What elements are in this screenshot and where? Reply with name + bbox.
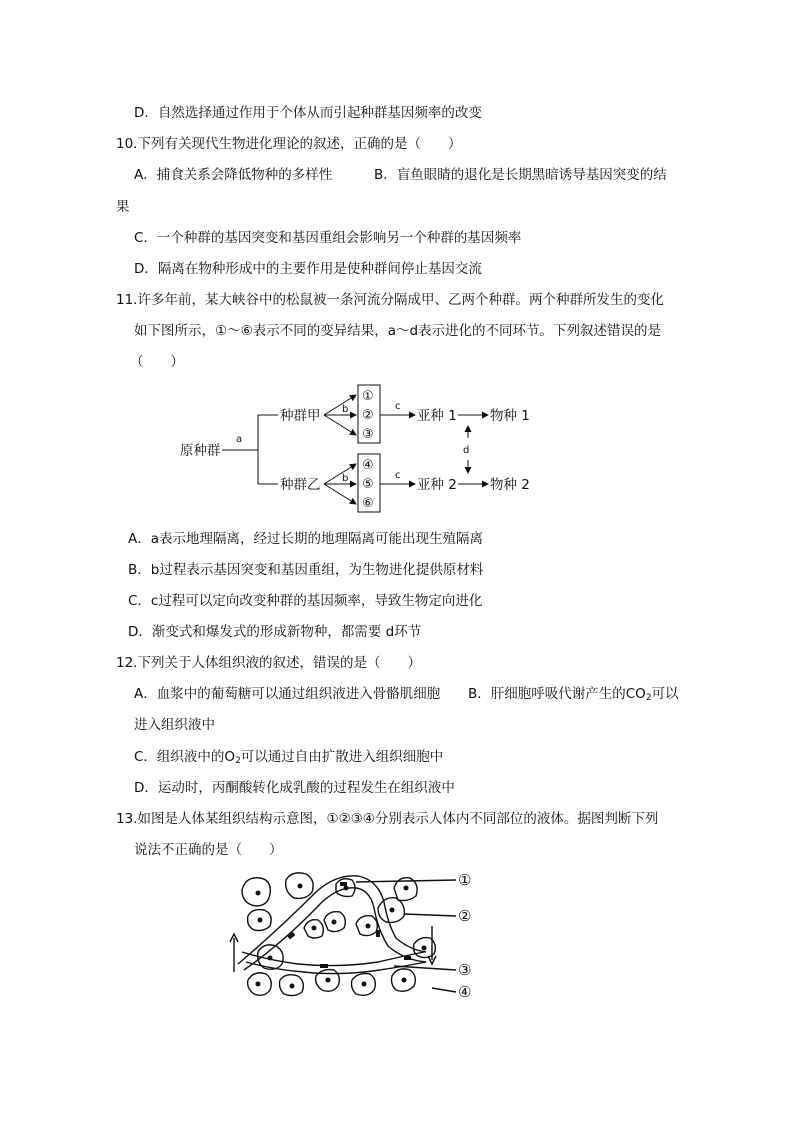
tissue-label-1: ①	[458, 871, 472, 889]
subspecies-1-label: 亚种 1	[417, 408, 457, 424]
q12-option-b: B．肝细胞呼吸代谢产生的$CO_2$可以	[468, 686, 679, 703]
subspecies-2-label: 亚种 2	[417, 477, 457, 493]
q13-stem-line2: 说法不正确的是（ ）	[134, 842, 283, 858]
q11-option-c: C．c过程可以定向改变种群的基因频率，导致生物定向进化	[128, 593, 483, 609]
variation-2: ②	[362, 408, 374, 423]
variation-3: ③	[362, 427, 374, 442]
species-2-label: 物种 2	[490, 477, 530, 493]
tissue-label-3: ③	[458, 961, 472, 979]
q11-stem-line3: （ ）	[130, 354, 184, 370]
variation-5: ⑤	[362, 477, 374, 492]
q13-stem-line1: 13.如图是人体某组织结构示意图，①②③④分别表示人体内不同部位的液体。据图判断下列	[116, 811, 659, 827]
q10-option-d: D．隔离在物种形成中的主要作用是使种群间停止基因交流	[134, 261, 482, 277]
origin-population-label: 原种群	[180, 443, 221, 459]
tissue-structure-diagram	[228, 868, 488, 1008]
variation-1: ①	[362, 389, 374, 404]
population-jia-label: 种群甲	[280, 408, 321, 424]
tissue-label-2: ②	[458, 907, 472, 925]
label-b-top: b	[342, 404, 349, 415]
q12-stem: 12.下列关于人体组织液的叙述，错误的是（ ）	[116, 655, 421, 671]
tissue-label-4: ④	[458, 983, 472, 1001]
q10-stem: 10.下列有关现代生物进化理论的叙述，正确的是（ ）	[116, 136, 462, 152]
species-1-label: 物种 1	[490, 408, 530, 424]
q12-option-b-cont: 进入组织液中	[134, 717, 215, 733]
variation-4: ④	[362, 458, 374, 473]
q11-option-a: A．a表示地理隔离，经过长期的地理隔离可能出现生殖隔离	[128, 531, 484, 547]
label-c-bottom: c	[395, 470, 401, 481]
q12-option-d: D．运动时，丙酮酸转化成乳酸的过程发生在组织液中	[134, 780, 455, 796]
q10-option-b: B．盲鱼眼睛的退化是长期黑暗诱导基因突变的结	[374, 167, 667, 183]
q11-option-b: B．b过程表示基因突变和基因重组，为生物进化提供原材料	[128, 562, 484, 578]
q11-stem-line2: 如下图所示，①～⑥表示不同的变异结果，a～d表示进化的不同环节。下列叙述错误的是	[134, 323, 662, 339]
q10-option-c: C．一个种群的基因突变和基因重组会影响另一个种群的基因频率	[134, 230, 522, 246]
q12-option-c: C．组织液中的$O_2$可以通过自由扩散进入组织细胞中	[134, 749, 444, 766]
variation-6: ⑥	[362, 496, 374, 511]
population-yi-label: 种群乙	[280, 477, 321, 493]
q12-option-a: A．血浆中的葡萄糖可以通过组织液进入骨骼肌细胞	[134, 686, 441, 702]
q11-option-d: D．渐变式和爆发式的形成新物种，都需要 d环节	[128, 624, 422, 640]
label-b-bottom: b	[342, 473, 349, 484]
q9-option-d: D．自然选择通过作用于个体从而引起种群基因频率的改变	[134, 105, 482, 121]
q11-stem-line1: 11.许多年前，某大峡谷中的松鼠被一条河流分隔成甲、乙两个种群。两个种群所发生的变化	[116, 292, 664, 308]
label-c-top: c	[395, 401, 401, 412]
q10-option-a: A．捕食关系会降低物种的多样性	[134, 167, 333, 183]
q10-option-b-cont: 果	[116, 199, 130, 215]
label-a: a	[236, 434, 243, 445]
label-d: d	[463, 445, 470, 456]
